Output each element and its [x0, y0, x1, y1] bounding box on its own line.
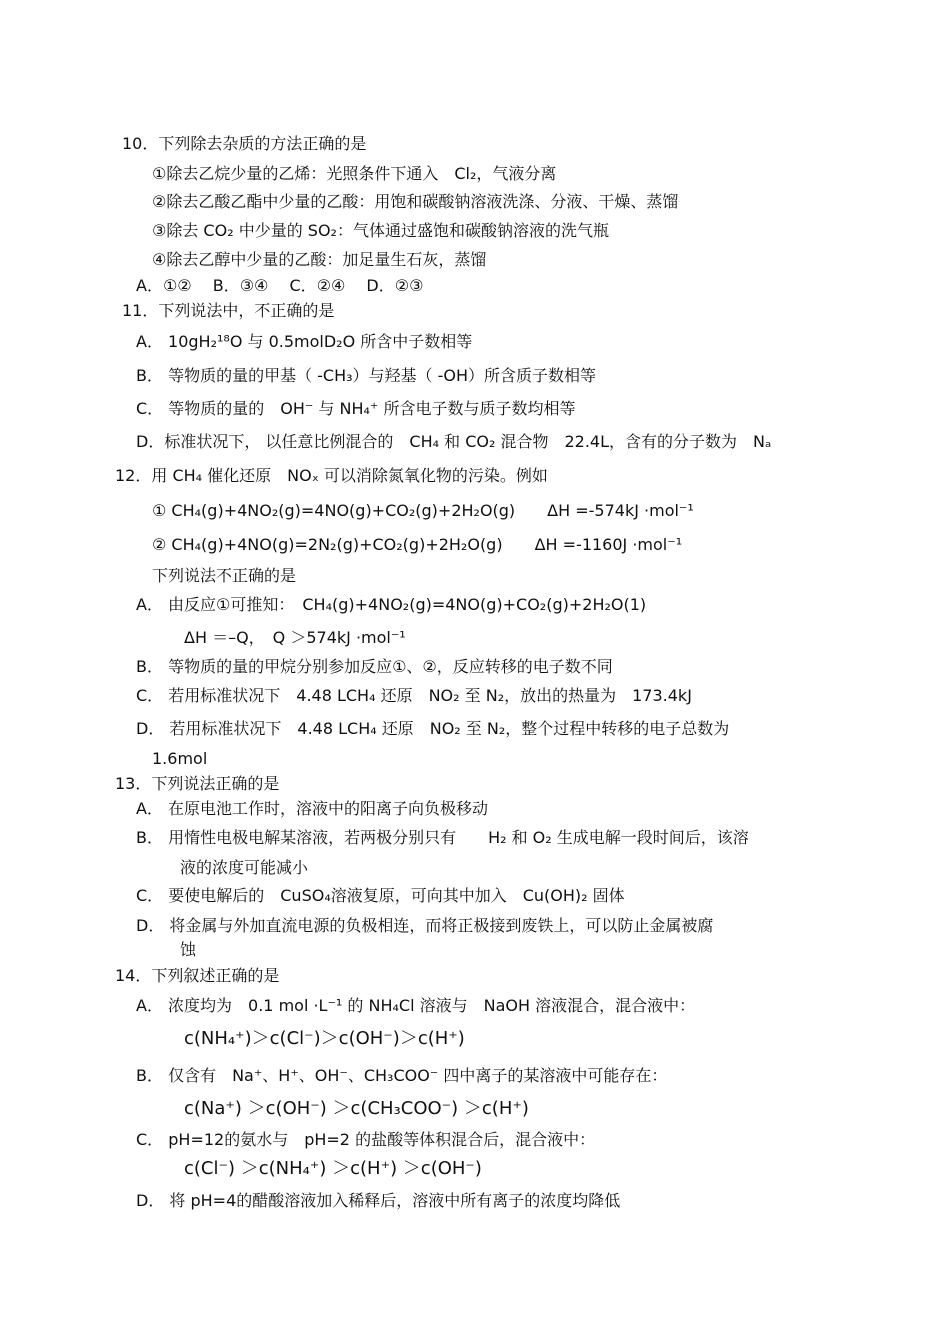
q14-option-d: D． 将 pH=4的醋酸溶液加入稀释后，溶液中所有离子的浓度均降低 — [136, 1191, 621, 1210]
q14-option-b-line1: B． 仅含有 Na⁺、H⁺、OH⁻、CH₃COO⁻ 四中离子的某溶液中可能存在： — [136, 1066, 668, 1085]
q13-option-b-line2: 液的浓度可能减小 — [180, 858, 309, 877]
q11-stem: 11．下列说法中，不正确的是 — [122, 301, 335, 320]
q14-option-c-line2: c(Cl⁻) ＞c(NH₄⁺) ＞c(H⁺) ＞c(OH⁻) — [184, 1158, 482, 1179]
q12-option-d-line1: D． 若用标准状况下 4.48 LCH₄ 还原 NO₂ 至 N₂，整个过程中转移的电子总数为 — [136, 719, 730, 738]
q10-statement-4: ④除去乙醇中少量的乙酸：加足量生石灰，蒸馏 — [152, 250, 487, 269]
q12-option-a-line1: A． 由反应①可推知： CH₄(g)+4NO₂(g)=4NO(g)+CO₂(g)+2H₂O(1) — [136, 595, 647, 614]
q12-option-b: B． 等物质的量的甲烷分别参加反应①、②，反应转移的电子数不同 — [136, 657, 613, 676]
q11-option-d: D．标准状况下， 以任意比例混合的 CH₄ 和 CO₂ 混合物 22.4L，含有的分子数为 Nₐ — [136, 432, 772, 451]
q11-option-b: B． 等物质的量的甲基（ -CH₃）与羟基（ -OH）所含质子数相等 — [136, 366, 597, 385]
q12-option-a-line2: ΔH ＝–Q， Q ＞574kJ ·mol⁻¹ — [184, 628, 406, 647]
q10-statement-1: ①除去乙烷少量的乙烯：光照条件下通入 Cl₂，气液分离 — [152, 164, 557, 183]
q10-statement-3: ③除去 CO₂ 中少量的 SO₂：气体通过盛饱和碳酸钠溶液的洗气瓶 — [152, 221, 609, 240]
q11-option-c: C． 等物质的量的 OH⁻ 与 NH₄⁺ 所含电子数与质子数均相等 — [136, 399, 576, 418]
q10-stem: 10．下列除去杂质的方法正确的是 — [122, 134, 367, 153]
q11-option-a: A． 10gH₂¹⁸O 与 0.5molD₂O 所含中子数相等 — [136, 332, 473, 351]
q13-option-b-line1: B． 用惰性电极电解某溶液，若两极分别只有 H₂ 和 O₂ 生成电解一段时间后，该溶 — [136, 828, 749, 847]
q14-option-b-line2: c(Na⁺) ＞c(OH⁻) ＞c(CH₃COO⁻) ＞c(H⁺) — [184, 1098, 529, 1119]
q13-option-d-line1: D． 将金属与外加直流电源的负极相连，而将正极接到废铁上，可以防止金属被腐 — [136, 916, 714, 935]
q12-option-d-line2: 1.6mol — [152, 749, 208, 768]
q14-option-c-line1: C． pH=12的氨水与 pH=2 的盐酸等体积混合后，混合液中： — [136, 1130, 596, 1149]
q12-reaction-2: ② CH₄(g)+4NO(g)=2N₂(g)+CO₂(g)+2H₂O(g) ΔH =-1160J ·mol⁻¹ — [152, 535, 683, 554]
q12-option-c: C． 若用标准状况下 4.48 LCH₄ 还原 NO₂ 至 N₂，放出的热量为 173.4kJ — [136, 686, 692, 705]
q14-option-a-line1: A． 浓度均为 0.1 mol ·L⁻¹ 的 NH₄Cl 溶液与 NaOH 溶液混合，混合液中： — [136, 996, 696, 1015]
q14-stem: 14．下列叙述正确的是 — [115, 966, 280, 985]
q13-option-d-line2: 蚀 — [180, 940, 197, 959]
q10-options: A．①② B．③④ C．②④ D．②③ — [136, 276, 424, 295]
q10-statement-2: ②除去乙酸乙酯中少量的乙酸：用饱和碳酸钠溶液洗涤、分液、干燥、蒸馏 — [152, 192, 679, 211]
q13-option-a: A． 在原电池工作时，溶液中的阳离子向负极移动 — [136, 799, 489, 818]
q12-reaction-1: ① CH₄(g)+4NO₂(g)=4NO(g)+CO₂(g)+2H₂O(g) ΔH =-574kJ ·mol⁻¹ — [152, 501, 694, 520]
q14-option-a-line2: c(NH₄⁺)＞c(Cl⁻)＞c(OH⁻)＞c(H⁺) — [184, 1028, 465, 1049]
q12-question: 下列说法不正确的是 — [152, 566, 297, 585]
q12-stem: 12．用 CH₄ 催化还原 NOₓ 可以消除氮氧化物的污染。例如 — [115, 466, 548, 485]
q13-stem: 13．下列说法正确的是 — [115, 774, 280, 793]
q13-option-c: C． 要使电解后的 CuSO₄溶液复原，可向其中加入 Cu(OH)₂ 固体 — [136, 886, 625, 905]
